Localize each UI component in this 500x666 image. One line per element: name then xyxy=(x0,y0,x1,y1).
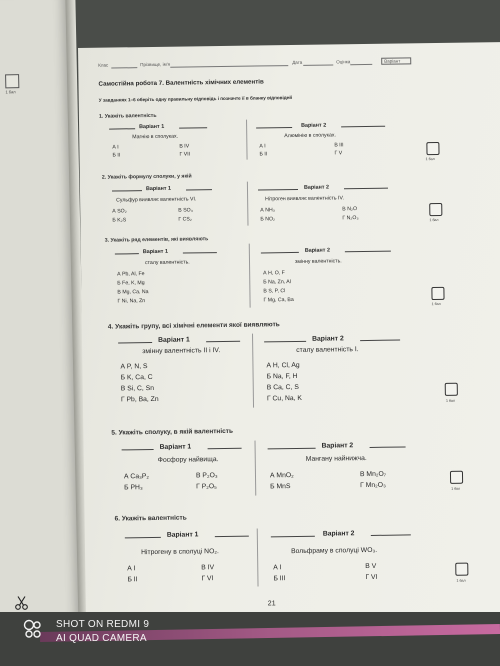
q2-v2-opt-v[interactable]: В N₂O xyxy=(342,206,358,213)
q6-v2-opt-b[interactable]: Б III xyxy=(273,575,286,583)
instruction: У завданнях 1–6 оберіть одну правильну відповідь і позначте її в бланку відповідей xyxy=(98,95,293,103)
q5-answer-box[interactable] xyxy=(450,471,463,484)
q5-v2-opt-v[interactable]: В Mn₂O₇ xyxy=(359,470,387,479)
left-score-label: 1 бал xyxy=(5,89,16,95)
q4-answer-box[interactable] xyxy=(445,383,458,396)
camera-circles-icon xyxy=(22,618,44,640)
q4-v2-opt-b[interactable]: Б Na, F, H xyxy=(266,372,298,381)
q6-v1-opt-g[interactable]: Г VI xyxy=(201,575,214,583)
watermark-line-1: SHOT ON REDMI 9 xyxy=(56,619,150,630)
q6-v2-subject: Вольфраму в сполуці WO₃. xyxy=(291,546,378,556)
q4-v1-opt-v[interactable]: В Si, C, Sn xyxy=(120,384,155,393)
q5-v1-opt-v[interactable]: В P₂O₃ xyxy=(195,472,218,480)
q6-score-label: 1 бал xyxy=(456,578,466,583)
q5-v1-opt-b[interactable]: Б PH₃ xyxy=(124,484,143,492)
q1-v1-opt-v[interactable]: В IV xyxy=(179,143,190,150)
q5-v2-opt-g[interactable]: Г Mn₂O₃ xyxy=(360,481,386,490)
q1-v1-opt-a[interactable]: А I xyxy=(112,144,119,151)
question-6: 6. Укажіть валентність xyxy=(114,514,187,523)
header-class-label: Клас xyxy=(98,62,109,68)
scissors-icon xyxy=(14,595,30,611)
q4-v2-subject: сталу валентність I. xyxy=(296,346,359,354)
q6-v1-opt-b[interactable]: Б II xyxy=(127,576,138,584)
q3-variant1-label: Варіант 1 xyxy=(142,248,168,256)
q6-variant2-label: Варіант 2 xyxy=(322,530,355,538)
q4-variant1-label: Варіант 1 xyxy=(158,336,190,344)
q1-variant1-label: Варіант 1 xyxy=(139,123,165,131)
question-3: 3. Укажіть ряд елементів, які виявляють xyxy=(104,236,209,244)
q5-v1-opt-g[interactable]: Г P₂O₅ xyxy=(196,483,217,491)
q3-v2-opt-a[interactable]: А H, O, F xyxy=(263,270,285,277)
q2-variant1-label: Варіант 1 xyxy=(145,185,172,193)
q5-v2-opt-a[interactable]: А MnO₂ xyxy=(269,472,294,480)
q1-variant2-label: Варіант 2 xyxy=(301,122,327,129)
q4-v1-opt-a[interactable]: А P, N, S xyxy=(120,363,148,371)
page-title: Самостійна робота 7. Валентність хімічних елементів xyxy=(98,78,264,88)
q5-v2-opt-b[interactable]: Б MnS xyxy=(270,483,291,491)
q2-score-label: 1 бал xyxy=(429,217,439,223)
q3-answer-box[interactable] xyxy=(431,287,444,300)
q1-score-label: 1 бал xyxy=(425,157,435,162)
q6-v1-opt-v[interactable]: В IV xyxy=(201,564,215,572)
question-2: 2. Укажіть формулу сполуки, у якій xyxy=(101,173,192,181)
q3-v1-opt-b[interactable]: Б Fe, K, Mg xyxy=(117,280,145,287)
q1-answer-box[interactable] xyxy=(426,142,439,155)
header-surname-label: Прізвище, ім'я xyxy=(140,61,171,68)
watermark-line-2: AI QUAD CAMERA xyxy=(56,633,147,644)
question-1: 1. Укажіть валентність xyxy=(98,112,157,120)
q3-v1-opt-g[interactable]: Г Ni, Na, Zn xyxy=(117,298,146,305)
question-4: 4. Укажіть групу, всі хімічні елементи якої виявляють xyxy=(107,321,280,331)
q6-variant1-label: Варіант 1 xyxy=(166,531,199,539)
q4-v2-opt-v[interactable]: В Ca, C, S xyxy=(266,383,299,392)
left-answer-box xyxy=(5,74,19,88)
q1-v2-opt-b[interactable]: Б II xyxy=(259,151,268,158)
q4-variant2-label: Варіант 2 xyxy=(312,335,344,343)
q3-variant2-label: Варіант 2 xyxy=(304,247,330,254)
q6-v2-opt-v[interactable]: В V xyxy=(365,562,377,571)
header-score-label: Оцінка xyxy=(336,59,351,65)
q2-v1-opt-v[interactable]: В SO₃ xyxy=(178,207,193,214)
q2-v1-subject: Сульфур виявляє валентність VI. xyxy=(116,196,197,204)
q4-v2-opt-g[interactable]: Г Cu, Na, K xyxy=(266,394,303,403)
q3-score-label: 1 бал xyxy=(431,301,441,307)
q2-v2-opt-b[interactable]: Б NO₂ xyxy=(260,216,276,223)
q3-v1-opt-a[interactable]: А Pb, Al, Fe xyxy=(117,271,145,278)
q1-v1-opt-g[interactable]: Г VII xyxy=(179,151,191,158)
worksheet-page xyxy=(78,42,500,628)
question-5: 5. Укажіть сполуку, в якій валентність xyxy=(111,427,233,437)
header-variant-box: Варіант xyxy=(381,57,411,64)
q5-variant2-label: Варіант 2 xyxy=(321,442,354,450)
q2-variant2-label: Варіант 2 xyxy=(303,184,330,191)
q5-v1-subject: Фосфору найвища. xyxy=(157,456,219,464)
q3-v1-opt-v[interactable]: В Mg, Ca, Na xyxy=(117,289,149,296)
q4-score-label: 1 бал xyxy=(445,398,456,403)
q5-variant1-label: Варіант 1 xyxy=(159,443,192,451)
q6-v1-subject: Нітрогену в сполуці NO₂. xyxy=(141,548,219,557)
q4-v1-subject: змінну валентність II і IV. xyxy=(142,347,221,356)
q4-v2-opt-a[interactable]: А H, Cl, Ag xyxy=(266,361,300,370)
q2-v2-opt-g[interactable]: Г N₂O₃ xyxy=(342,215,359,222)
q4-v1-opt-g[interactable]: Г Pb, Ba, Zn xyxy=(120,395,159,404)
q2-v2-subject: Нітроген виявляє валентність IV. xyxy=(265,195,344,203)
q3-v2-opt-v[interactable]: В S, P, Cl xyxy=(263,288,286,295)
q1-v2-opt-a[interactable]: А I xyxy=(259,143,266,150)
q6-v2-opt-a[interactable]: А I xyxy=(273,564,282,572)
q5-v2-subject: Мангану найнижча. xyxy=(305,455,367,463)
q2-v2-opt-a[interactable]: А NH₃ xyxy=(260,207,275,214)
q2-v1-opt-g[interactable]: Г CS₂ xyxy=(178,216,192,223)
q1-v2-subject: Алюмінію в сполуках. xyxy=(284,132,336,140)
q2-v1-opt-a[interactable]: А SO₂ xyxy=(112,208,127,215)
q6-v2-opt-g[interactable]: Г VI xyxy=(365,573,378,582)
q3-v2-opt-g[interactable]: Г Mg, Ca, Ba xyxy=(263,297,294,304)
q2-answer-box[interactable] xyxy=(429,203,442,216)
q5-v1-opt-a[interactable]: А Ca₃P₂ xyxy=(123,473,150,481)
q4-v1-opt-b[interactable]: Б K, Ca, C xyxy=(120,373,153,382)
q1-v1-subject: Магнію в сполуках. xyxy=(132,133,179,141)
q3-v1-subject: сталу валентність. xyxy=(144,259,190,267)
q6-answer-box[interactable] xyxy=(455,563,468,576)
q1-v2-opt-v[interactable]: В III xyxy=(334,142,344,149)
q3-v2-subject: змінну валентність. xyxy=(294,258,342,265)
q2-v1-opt-b[interactable]: Б K₂S xyxy=(112,217,127,224)
page-number: 21 xyxy=(267,600,276,608)
q6-v1-opt-a[interactable]: А I xyxy=(127,565,136,573)
q3-v2-opt-b[interactable]: Б Na, Zn, Al xyxy=(263,279,291,286)
header-date-label: Дата xyxy=(292,59,303,66)
q1-v1-opt-b[interactable]: Б II xyxy=(112,152,121,159)
q5-score-label: 1 бал xyxy=(451,486,461,491)
q1-v2-opt-g[interactable]: Г V xyxy=(334,150,343,157)
